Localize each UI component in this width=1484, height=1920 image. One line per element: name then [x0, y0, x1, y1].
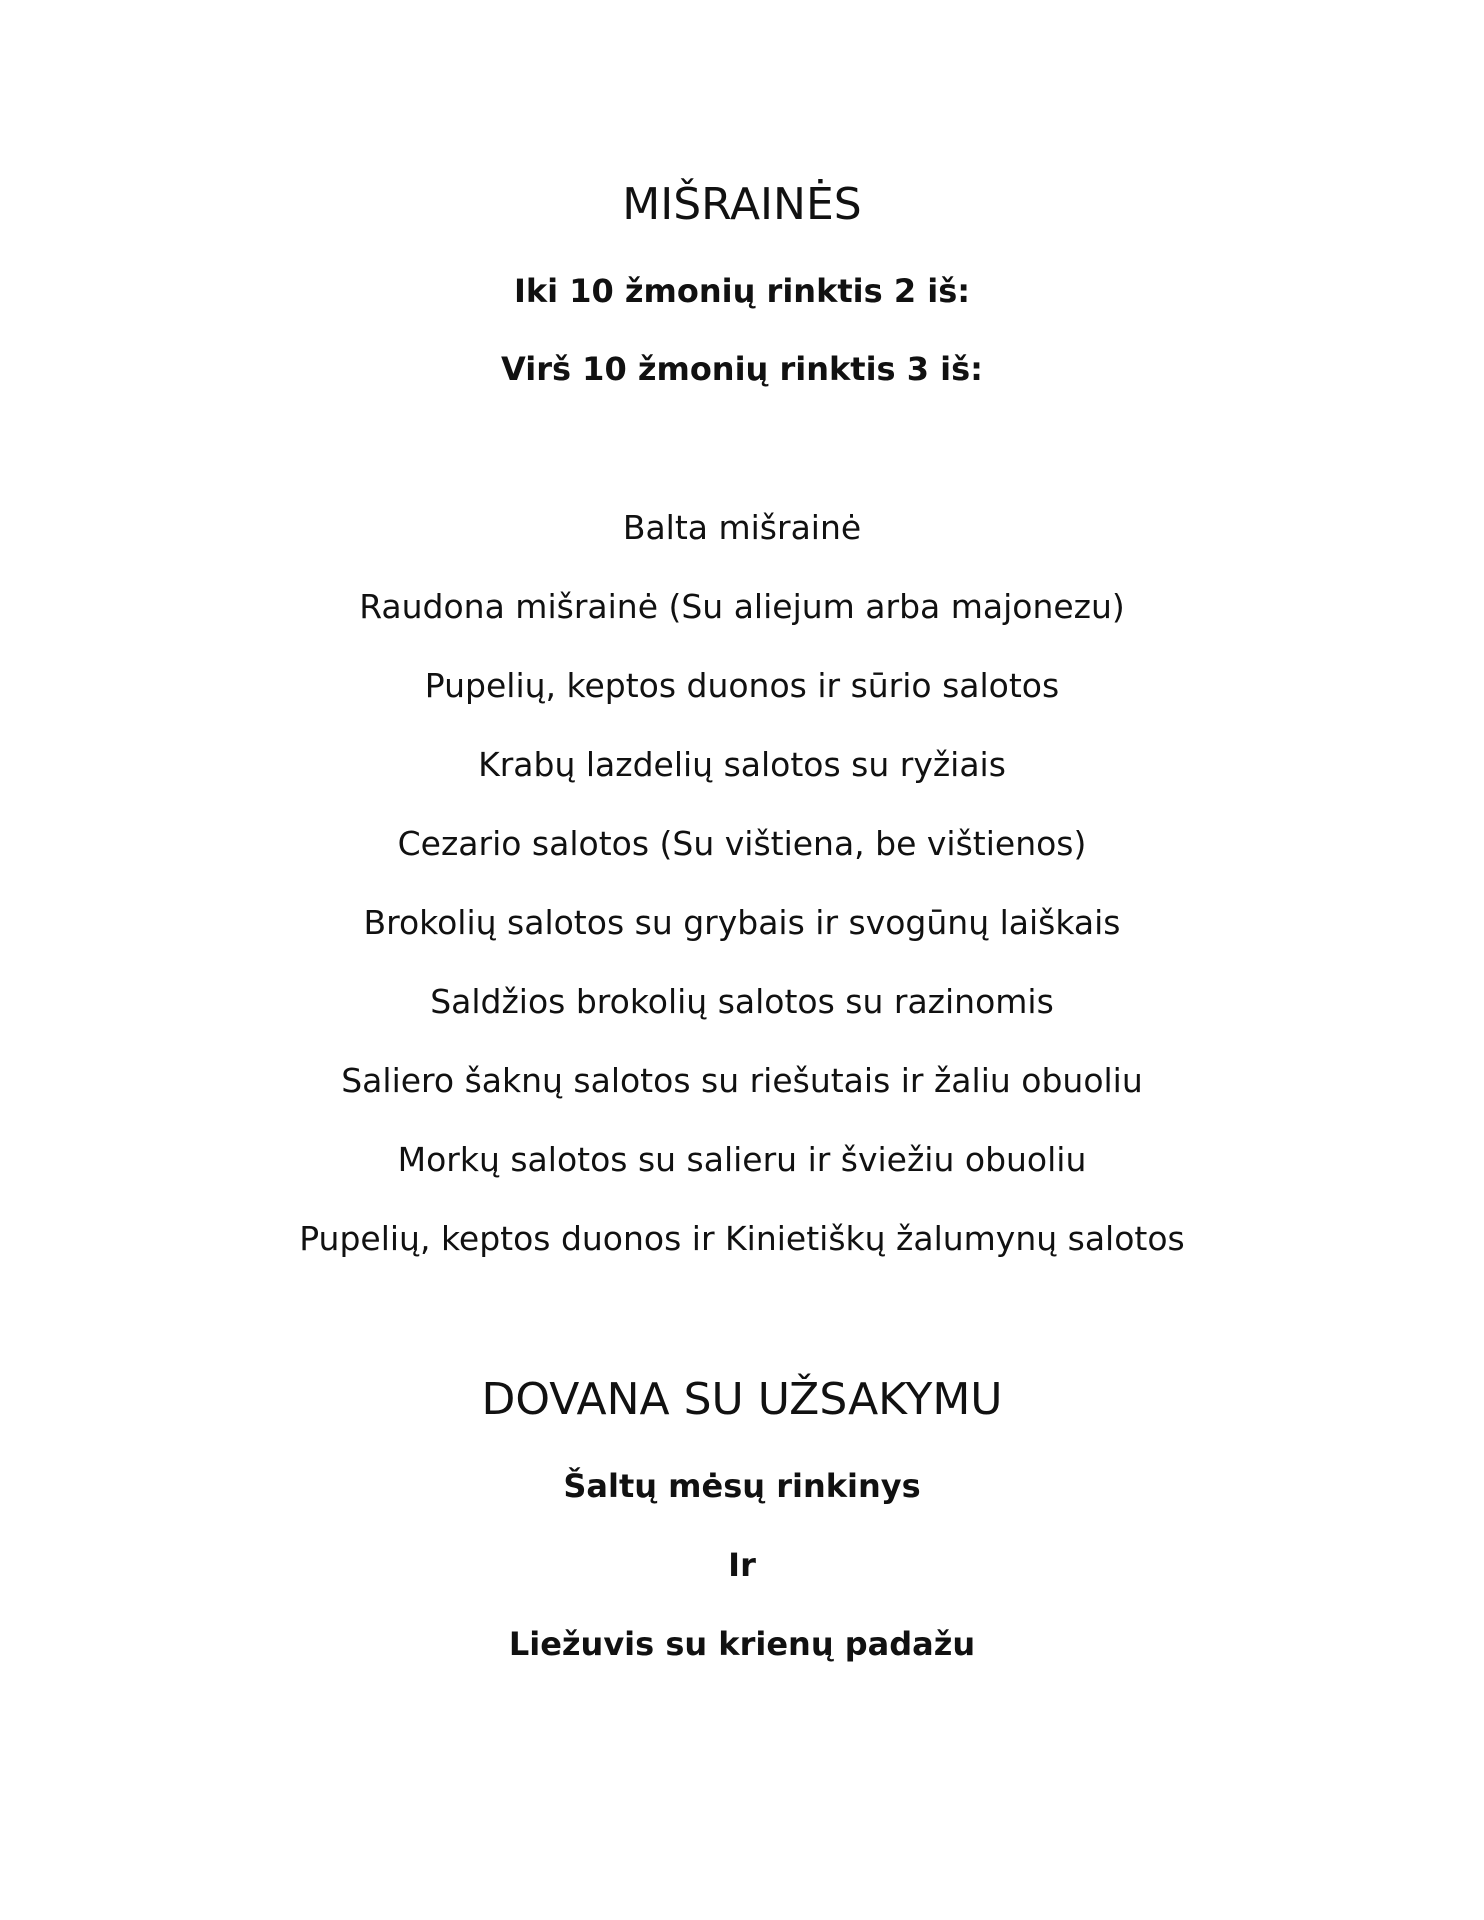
gift-line-cold-meats: Šaltų mėsų rinkinys [563, 1467, 921, 1505]
rule-over-10: Virš 10 žmonių rinktis 3 iš: [501, 350, 983, 388]
salads-title: MIŠRAINĖS [622, 179, 862, 230]
salad-item: Saldžios brokolių salotos su razinomis [430, 982, 1054, 1021]
gift-line-and: Ir [728, 1546, 756, 1584]
salad-item: Pupelių, keptos duonos ir sūrio salotos [424, 666, 1060, 705]
salad-item: Morkų salotos su salieru ir šviežiu obuoliu [397, 1140, 1087, 1179]
salad-item: Saliero šaknų salotos su riešutais ir žaliu obuoliu [341, 1061, 1143, 1100]
gift-title: DOVANA SU UŽSAKYMU [481, 1374, 1003, 1425]
salad-item: Balta mišrainė [622, 508, 862, 547]
salad-item: Krabų lazdelių salotos su ryžiais [478, 745, 1006, 784]
salad-item: Brokolių salotos su grybais ir svogūnų laiškais [363, 903, 1121, 942]
salad-item: Cezario salotos (Su vištiena, be vištienos) [397, 824, 1087, 863]
rule-up-to-10: Iki 10 žmonių rinktis 2 iš: [513, 272, 971, 310]
gift-line-tongue: Liežuvis su krienų padažu [508, 1625, 976, 1663]
salad-item: Pupelių, keptos duonos ir Kinietiškų žalumynų salotos [299, 1219, 1185, 1258]
salad-item: Raudona mišrainė (Su aliejum arba majonezu) [359, 587, 1125, 626]
